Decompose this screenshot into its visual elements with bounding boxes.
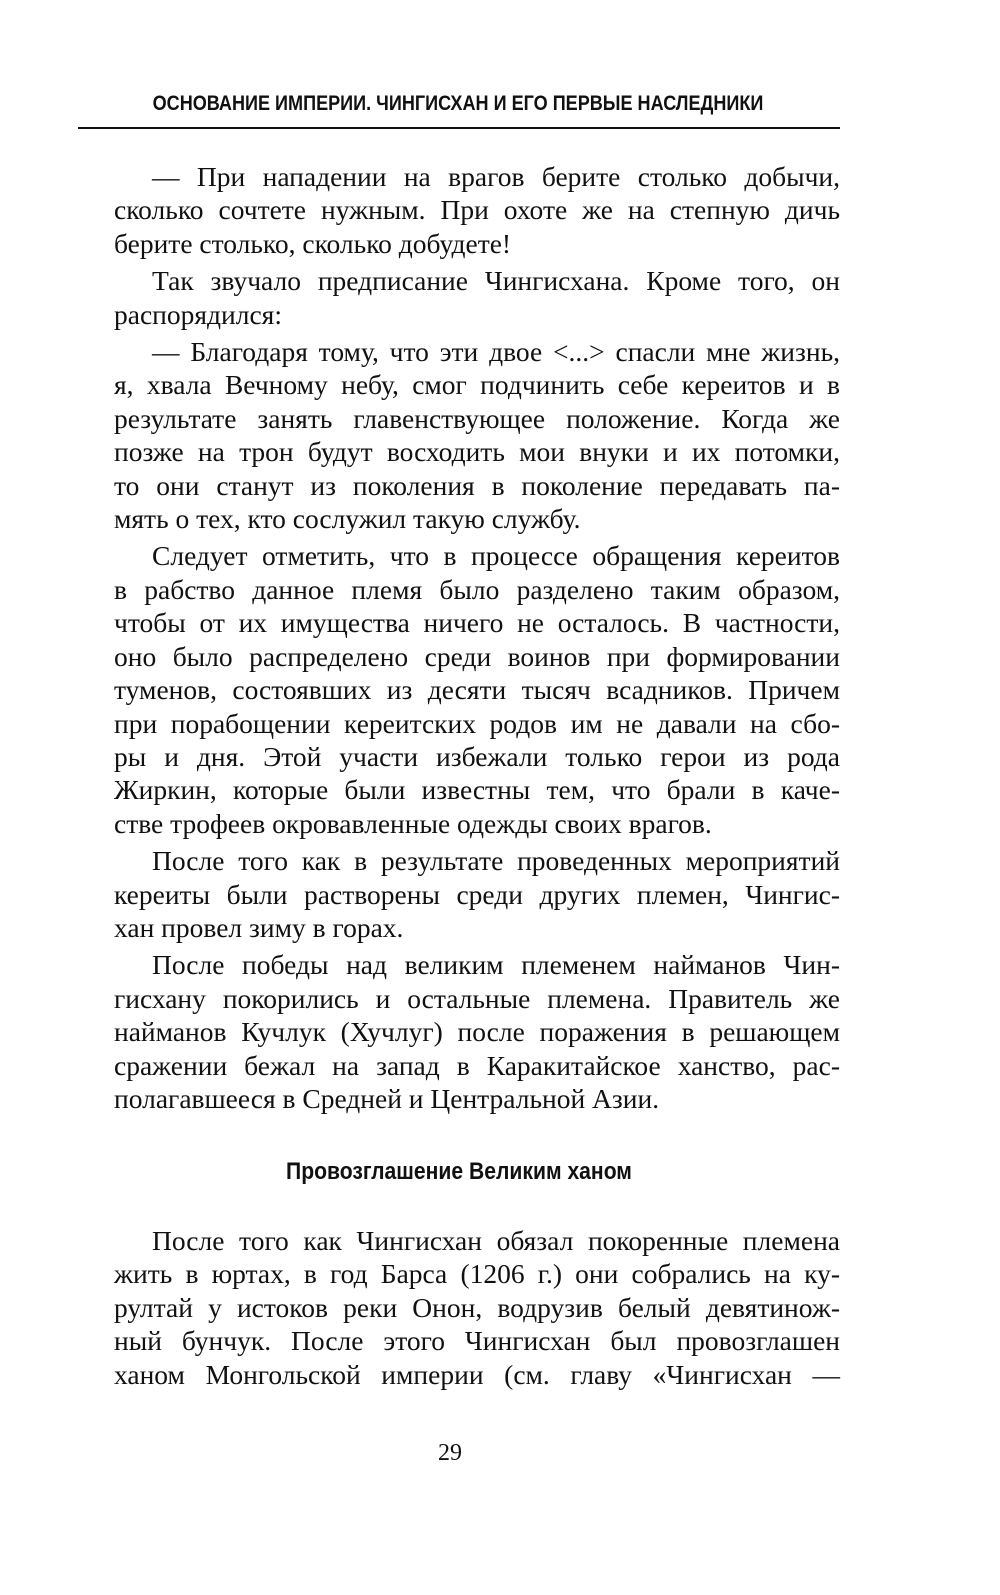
text-line: стве трофеев окровавленные одежды своих врагов. [114, 807, 712, 839]
paragraph [76, 948, 840, 1115]
paragraph [76, 160, 840, 260]
page-number: 29 [438, 1440, 462, 1466]
text-line: берите столько, сколько добудете! [114, 227, 512, 259]
running-header: ОСНОВАНИЕ ИМПЕРИИ. ЧИНГИСХАН И ЕГО ПЕРВЫЕ НАСЛЕДНИКИ [152, 92, 764, 115]
text-line: при порабощении кереитских родов им не давали на сбо- [114, 707, 840, 739]
text-line: кереиты были растворены среди других племен, Чингис- [114, 878, 840, 910]
paragraph [76, 264, 840, 331]
text-line: в рабство данное племя было разделено таким образом, [114, 573, 840, 605]
paragraph [76, 335, 840, 535]
paragraph [76, 1224, 840, 1391]
text-line: сколько сочтете нужным. При охоте же на степную дичь [114, 194, 840, 226]
section-heading: Провозглашение Великим ханом [286, 1158, 632, 1185]
text-line: оно было распределено среди воинов при формировании [114, 640, 840, 672]
text-line: я, хвала Вечному небу, смог подчинить себе кереитов и в [114, 369, 840, 401]
text-line: результате занять главенствующее положение. Когда же [114, 402, 840, 434]
text-line: рултай у истоков реки Онон, водрузив белый девятинож- [114, 1291, 840, 1323]
text-line: гисхану покорились и остальные племена. Правитель же [114, 982, 840, 1014]
text-line: — Благодаря тому, что эти двое <...> спасли мне жизнь, [152, 336, 840, 368]
text-line: то они станут из поколения в поколение передавать па- [114, 469, 840, 501]
header-rule [78, 127, 840, 129]
text-line: После того как в результате проведенных мероприятий [152, 845, 840, 877]
text-line: полагавшееся в Средней и Центральной Азии. [114, 1082, 660, 1114]
text-line: После победы над великим племенем найманов Чин- [152, 949, 840, 981]
text-line: жить в юртах, в год Барса (1206 г.) они собрались на ку- [114, 1258, 840, 1290]
text-line: ный бунчук. После этого Чингисхан был провозглашен [114, 1325, 840, 1357]
text-line: — При нападении на врагов берите столько добычи, [152, 161, 840, 192]
paragraph [76, 539, 840, 840]
section-text [76, 1224, 840, 1395]
text-line: Так звучало предписание Чингисхана. Кроме того, он [152, 265, 840, 297]
text-line: Следует отметить, что в процессе обращения кереитов [152, 540, 840, 572]
text-line: туменов, состоявших из десяти тысяч всадников. Причем [114, 674, 840, 706]
text-line: ханом Монгольской империи (см. главу «Чингисхан — [114, 1358, 840, 1390]
text-line: хан провел зиму в горах. [114, 911, 404, 943]
text-line: После того как Чингисхан обязал покоренные племена [152, 1225, 840, 1256]
main-text [76, 160, 840, 1119]
text-line: ры и дня. Этой участи избежали только герои из рода [114, 740, 840, 772]
text-line: мять о тех, кто сослужил такую службу. [114, 503, 581, 535]
text-line: распорядился: [114, 298, 282, 330]
text-line: Жиркин, которые были известны тем, что брали в каче- [114, 774, 840, 806]
text-line: найманов Кучлук (Хучлуг) после поражения в решающем [114, 1016, 840, 1048]
text-line: чтобы от их имущества ничего не осталось. В частности, [114, 607, 840, 639]
text-line: позже на трон будут восходить мои внуки и их потомки, [114, 436, 840, 468]
text-line: сражении бежал на запад в Каракитайское ханство, рас- [114, 1049, 840, 1081]
paragraph [76, 844, 840, 944]
